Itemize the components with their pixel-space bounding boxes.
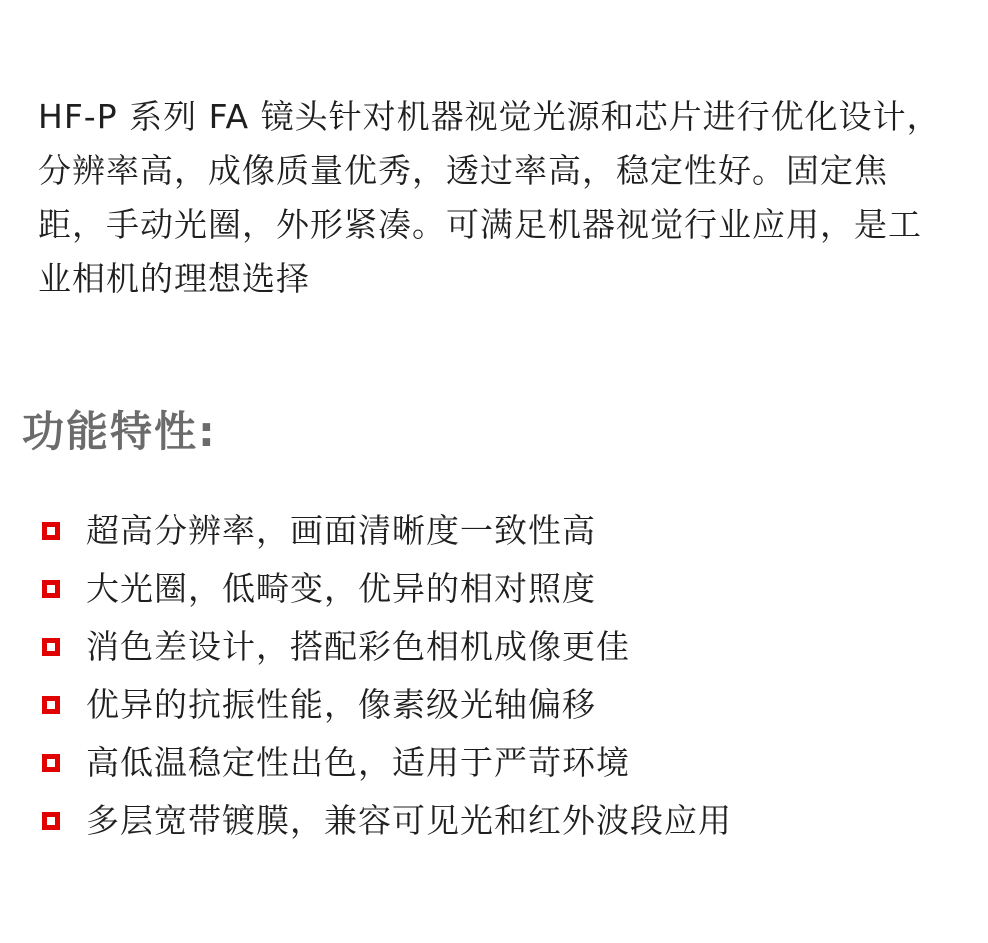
feature-item <box>42 560 732 618</box>
feature-list <box>42 502 732 850</box>
feature-text: 超高分辨率，画面清晰度一致性高 <box>86 511 596 550</box>
feature-item <box>42 792 732 850</box>
square-bullet-icon <box>42 812 60 830</box>
feature-text: 消色差设计，搭配彩色相机成像更佳 <box>86 627 630 666</box>
square-bullet-icon <box>42 580 60 598</box>
square-bullet-icon <box>42 696 60 714</box>
feature-item <box>42 734 732 792</box>
intro-paragraph: HF-P 系列 FA 镜头针对机器视觉光源和芯片进行优化设计，分辨率高，成像质量优秀，透过率高，稳定性好。固定焦距，手动光圈，外形紧凑。可满足机器视觉行业应用，是工业相机的理想选择 <box>38 97 941 298</box>
features-heading: 功能特性: <box>22 407 217 456</box>
feature-text: 大光圈，低畸变，优异的相对照度 <box>86 569 596 608</box>
feature-item <box>42 618 732 676</box>
feature-text: 高低温稳定性出色，适用于严苛环境 <box>86 743 630 782</box>
feature-item <box>42 502 732 560</box>
square-bullet-icon <box>42 638 60 656</box>
feature-text: 优异的抗振性能，像素级光轴偏移 <box>86 685 596 724</box>
square-bullet-icon <box>42 754 60 772</box>
square-bullet-icon <box>42 522 60 540</box>
feature-text: 多层宽带镀膜，兼容可见光和红外波段应用 <box>86 801 732 840</box>
feature-item <box>42 676 732 734</box>
